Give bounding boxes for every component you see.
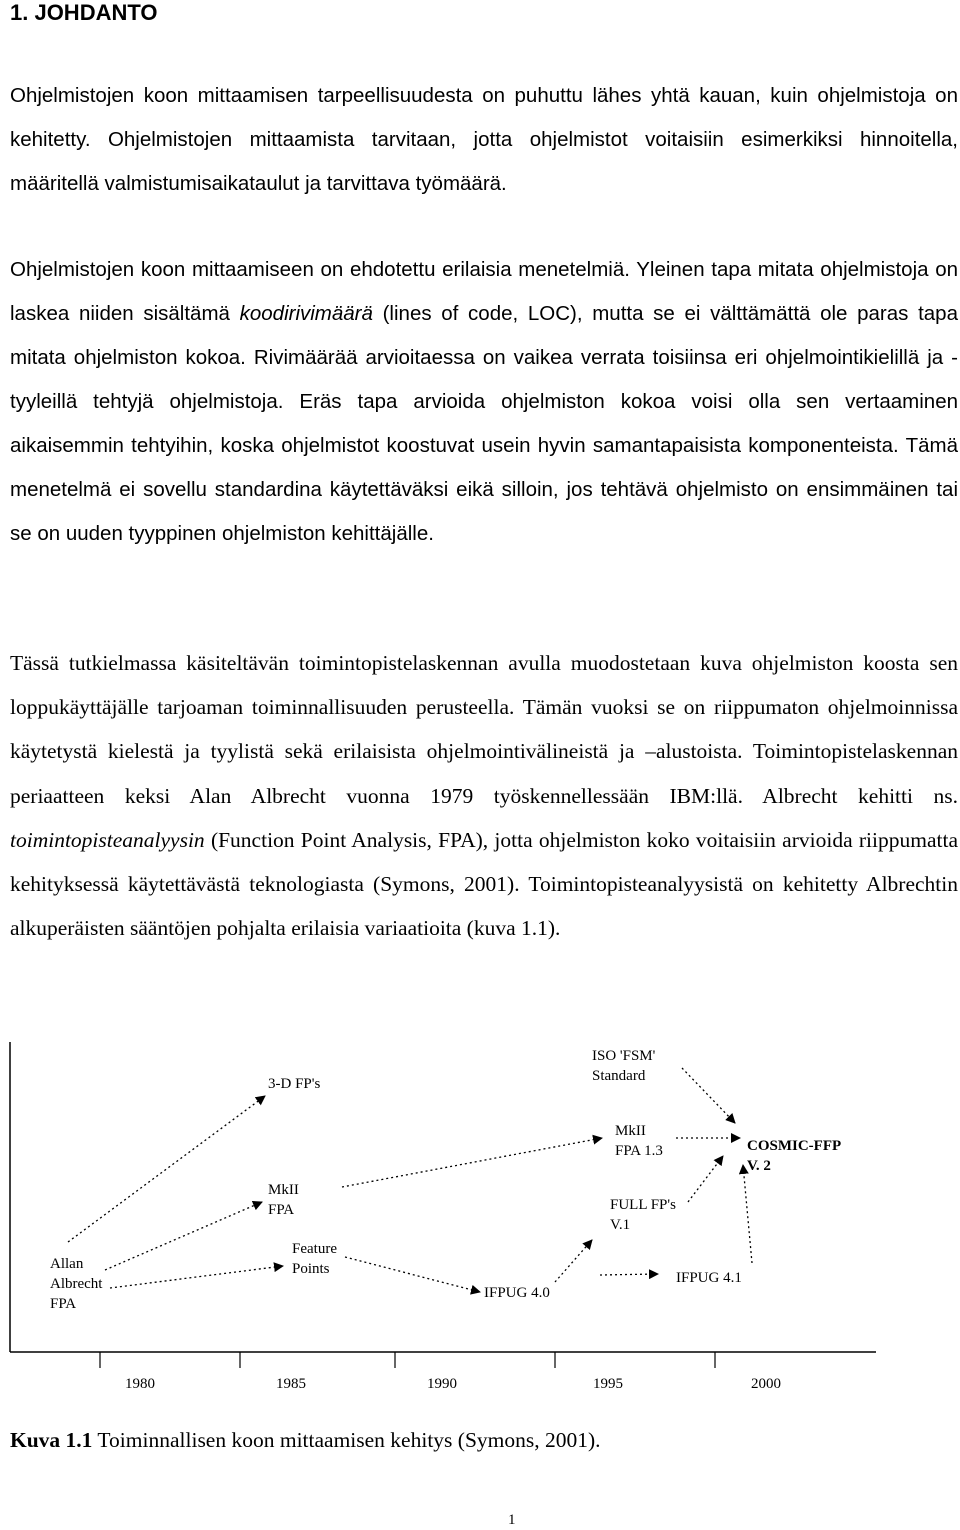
label-cosmic-ffp: COSMIC-FFP V. 2 [747, 1138, 842, 1174]
arrow-albrecht-to-feature [110, 1266, 283, 1288]
paragraph-fp-part-b: (Function Point Analysis, FPA), jotta ohjelmiston koko voitaisiin arvioida riippumatta kehityksessä käytettävästä teknologiasta (Symons, 2001). Toimintopisteanalyysistä on kehitetty Albrechtin alkuperäisten sääntöjen pohjalta erilaisia variaatioita (kuva 1.1). [10, 827, 958, 941]
paragraph-methods-part-a: Ohjelmistojen koon mittaamiseen on ehdotettu erilaisia menetelmiä. Yleinen tapa mitata ohjelmistoja on laskea niiden sisältämä [10, 258, 958, 325]
arrow-iso-to-cosmic [682, 1068, 735, 1123]
paragraph-methods-part-b: (lines of code, LOC), mutta se ei välttämättä ole paras tapa mitata ohjelmiston kokoa. Rivimäärää arvioitaessa on vaikea verrata toisiinsa eri ohjelmointikielillä ja -tyyleillä tehtyjä ohjelmistoja. Eräs tapa arvioida ohjelmiston kokoa voisi olla sen vertaaminen aikaisemmin tehtyihin, koska ohjelmistot koostuvat usein hyvin samantapaisista komponenteista. Tämä menetelmä ei sovellu standardina käytettäväksi eikä silloin, jos tehtävä ohjelmisto on ensimmäinen tai se on uuden tyyppinen ohjelmiston kehittäjälle. [10, 302, 958, 545]
arrow-mkii-to-mkii13 [342, 1138, 602, 1187]
label-full-fps: FULL FP's V.1 [610, 1197, 676, 1233]
page-number: 1 [508, 1512, 516, 1528]
year-label-1980: 1980 [125, 1376, 155, 1392]
arrow-ifpug40-to-full [555, 1240, 592, 1282]
label-3d-fps: 3-D FP's [268, 1076, 321, 1092]
arrow-ifpug41-to-cosmic [743, 1165, 752, 1263]
paragraph-methods [10, 248, 958, 556]
paragraph-intro: Ohjelmistojen koon mittaamisen tarpeellisuudesta on puhuttu lähes yhtä kauan, kuin ohjelmistoja on kehitetty. Ohjelmistojen mittaamista tarvitaan, jotta ohjelmistot voitaisiin esimerkiksi hinnoitella, määritellä valmistumisaikataulut ja tarvittava työmäärä. [10, 84, 958, 195]
arrow-albrecht-to-mkii [105, 1202, 262, 1270]
label-iso-fsm-standard: ISO 'FSM' Standard [592, 1048, 656, 1084]
year-label-1990: 1990 [427, 1376, 457, 1392]
year-label-1985: 1985 [276, 1376, 306, 1392]
figure-fsm-evolution [0, 1030, 960, 1410]
figure-caption [10, 1428, 601, 1453]
arrow-ifpug40-to-ifpug41 [600, 1274, 658, 1275]
label-mkii-fpa-13: MkII FPA 1.3 [615, 1123, 663, 1159]
figure-diagram [0, 1030, 960, 1410]
label-mkii-fpa: MkII FPA [268, 1182, 299, 1218]
arrow-feature-to-ifpug40 [345, 1257, 480, 1292]
year-label-1995: 1995 [593, 1376, 623, 1392]
label-ifpug-41: IFPUG 4.1 [676, 1270, 742, 1286]
paragraph-function-points [10, 641, 958, 950]
term-koodirivimaara: koodirivimäärä [239, 302, 373, 325]
label-feature-points: Feature Points [292, 1241, 337, 1277]
label-ifpug-40: IFPUG 4.0 [484, 1285, 550, 1301]
paragraph-fp-part-a: Tässä tutkielmassa käsiteltävän toimintopistelaskennan avulla muodostetaan kuva ohjelmiston koosta sen loppukäyttäjälle tarjoaman toiminnallisuuden perusteella. Tämän vuoksi se on riippumaton ohjelmoinnissa käytetystä kielestä ja tyylistä sekä erilaisista ohjelmointivälineistä ja –alustoista. Toimintopistelaskennan periaatteen keksi Alan Albrecht vuonna 1979 työskennellessään IBM:llä. Albrecht kehitti ns. [10, 651, 958, 808]
arrow-full-to-cosmic [688, 1156, 723, 1202]
arrow-albrecht-to-3d [68, 1096, 265, 1242]
label-albrecht-fpa: Allan Albrecht FPA [50, 1256, 103, 1312]
caption-text: Toiminnallisen koon mittaamisen kehitys (Symons, 2001). [92, 1428, 601, 1452]
section-heading: 1. JOHDANTO [10, 0, 158, 25]
term-toimintopisteanalyysi: toimintopisteanalyysin [10, 827, 205, 852]
year-label-2000: 2000 [751, 1376, 781, 1392]
caption-label: Kuva 1.1 [10, 1428, 93, 1452]
